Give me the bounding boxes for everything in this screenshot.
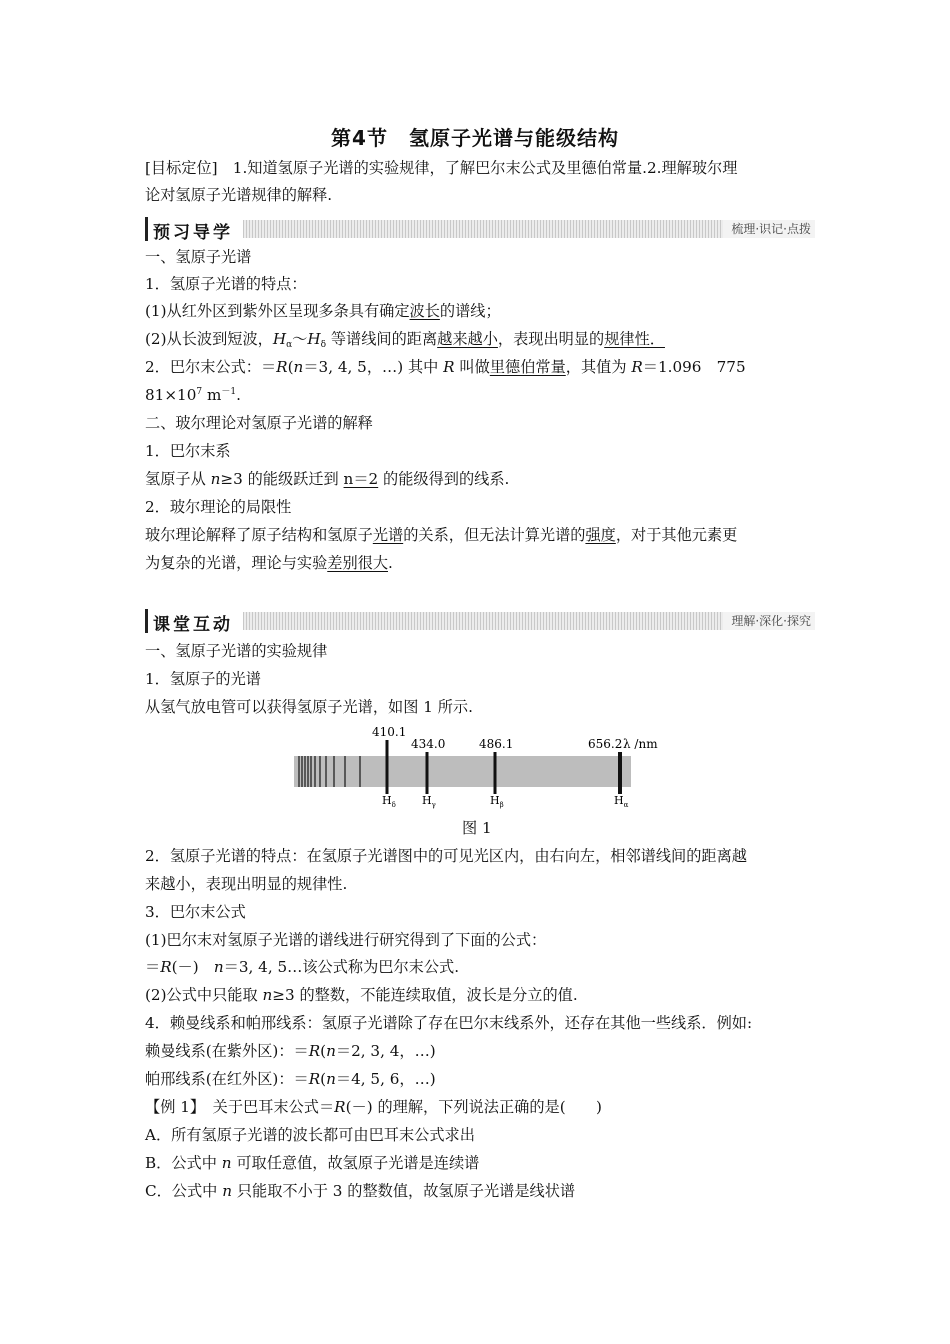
page-title: 第4节 氢原子光谱与能级结构 (331, 126, 619, 150)
preview-para-3: 2．巴尔末公式：＝R(n＝3, 4, 5，…) 其中 R 叫做里德伯常量，其值为 R＝1.096 775 (145, 358, 746, 376)
preview-subheading-1: 1．氢原子光谱的特点： (145, 275, 307, 293)
preview-para-4: $81\times 10^7$ $m^{-1}$. (145, 386, 241, 404)
lesson-heading-1: 一、氢原子光谱的实验规律 (145, 642, 328, 660)
wavelength-label: 486.1 (479, 737, 514, 751)
line-symbol-label: $H_\gamma$ (422, 794, 436, 809)
example-option-b: B．公式中 n 可取任意值，故氢原子光谱是连续谱 (145, 1154, 480, 1172)
section-bar-title: 预习导学 (145, 217, 242, 241)
lesson-para-6: (2)公式中只能取 n≥3 的整数，不能连续取值，波长是分立的值. (145, 986, 578, 1004)
preview-heading-1: 一、氢原子光谱 (145, 248, 252, 266)
example-1-question: 【例 1】 关于巴耳末公式＝R(－) 的理解，下列说法正确的是( ) (145, 1098, 602, 1116)
objective-line-1: [目标定位] 1.知道氢原子光谱的实验规律，了解巴尔末公式及里德伯常量.2.理解玻尔理 (145, 159, 738, 177)
objective-label: [目标定位] (145, 159, 218, 177)
line-symbol-label: $H_\alpha$ (614, 794, 629, 809)
wavelength-label: 656.2 (588, 737, 623, 751)
section-bar-tagline: 梳理·识记·点拨 (723, 220, 815, 238)
preview-para-2: (2)从长波到短波，$H_\alpha\sim H_\delta$ 等谱线间的距离越来越小，表现出明显的规律性． (145, 330, 665, 350)
wavelength-unit-label: λ /nm (623, 737, 658, 751)
lesson-para-7: 4．赖曼线系和帕邢线系：氢原子光谱除了存在巴尔末线系外，还存在其他一些线系．例如: (145, 1014, 753, 1032)
lesson-para-9: 帕邢线系(在红外区)：＝R(n＝4, 5, 6，…) (145, 1070, 436, 1088)
lesson-para-8: 赖曼线系(在紫外区)：＝R(n＝2, 3, 4，…) (145, 1042, 436, 1060)
lesson-para-1: 从氢气放电管可以获得氢原子光谱，如图 1 所示. (145, 698, 473, 716)
section-bar-preview (145, 217, 815, 241)
section-bar-title: 课堂互动 (145, 609, 242, 633)
line-symbol-label: $H_\beta$ (490, 794, 504, 809)
example-option-c: C．公式中 n 只能取不小于 3 的整数值，故氢原子光谱是线状谱 (145, 1182, 576, 1200)
spectrum-figure (290, 722, 670, 814)
lesson-subheading-1: 1．氢原子的光谱 (145, 670, 261, 688)
figure-caption: 图 1 (462, 819, 492, 837)
preview-subheading-3: 2．玻尔理论的局限性 (145, 498, 292, 516)
line-symbol-label: $H_\delta$ (382, 794, 396, 809)
objective-line-2: 论对氢原子光谱规律的解释. (145, 186, 333, 204)
preview-para-1: (1)从红外区到紫外区呈现多条具有确定波长的谱线； (145, 302, 501, 320)
wavelength-label: 434.0 (411, 737, 446, 751)
preview-heading-2: 二、玻尔理论对氢原子光谱的解释 (145, 414, 373, 432)
preview-para-7: 为复杂的光谱，理论与实验差别很大. (145, 554, 393, 572)
lesson-para-2: 2．氢原子光谱的特点：在氢原子光谱图中的可见光区内，由右向左，相邻谱线间的距离越 (145, 847, 747, 865)
preview-para-5: 氢原子从 n≥3 的能级跃迁到 n＝2 的能级得到的线系. (145, 470, 510, 488)
wavelength-label: 410.1 (372, 725, 407, 739)
section-bar-lesson (145, 609, 815, 633)
example-option-a: A．所有氢原子光谱的波长都可由巴耳末公式求出 (145, 1126, 475, 1144)
lesson-subheading-3: 3．巴尔末公式 (145, 903, 246, 921)
preview-para-6: 玻尔理论解释了原子结构和氢原子光谱的关系，但无法计算光谱的强度，对于其他元素更 (145, 526, 738, 544)
preview-subheading-2: 1．巴尔末系 (145, 442, 231, 460)
lesson-para-5: ＝R(－) n＝3, 4, 5…该公式称为巴尔末公式. (145, 958, 460, 976)
lesson-para-3: 来越小，表现出明显的规律性. (145, 875, 348, 893)
lesson-para-4: (1)巴尔末对氢原子光谱的谱线进行研究得到了下面的公式： (145, 931, 547, 949)
section-bar-tagline: 理解·深化·探究 (723, 612, 815, 630)
